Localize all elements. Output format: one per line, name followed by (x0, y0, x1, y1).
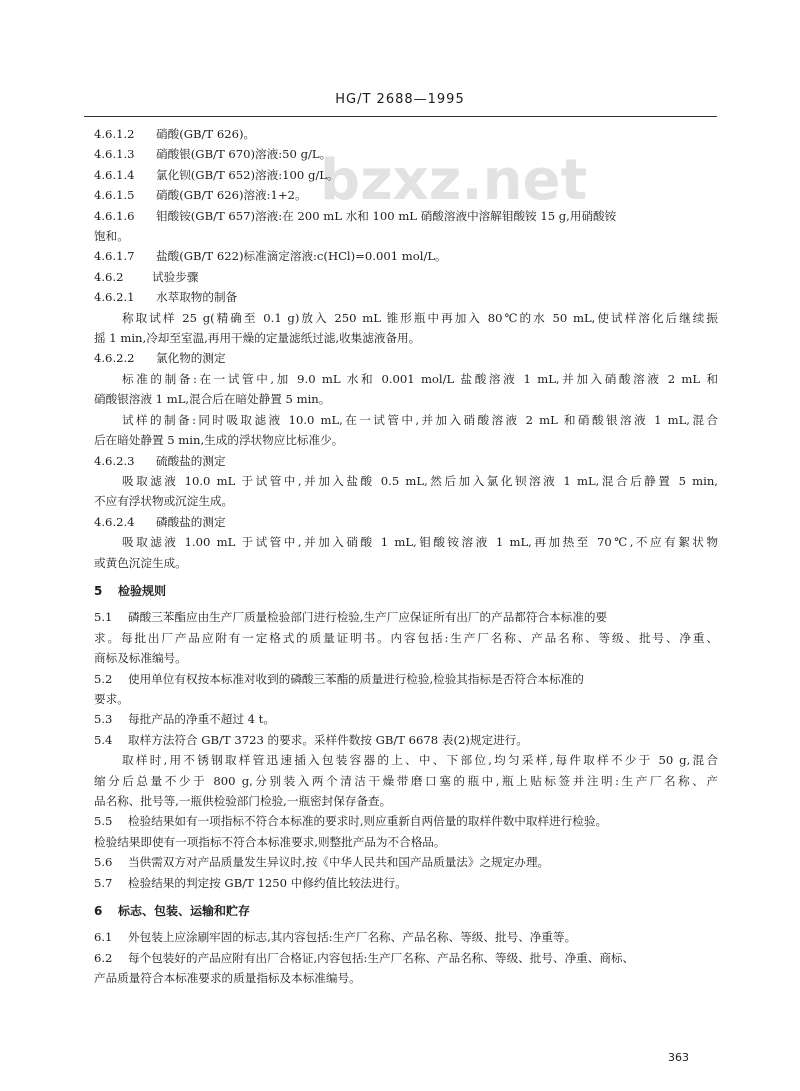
clause-line (94, 927, 718, 947)
text: 使用单位有权按本标准对收到的磷酸三苯酯的质量进行检验,检验其指标是否符合本标准的 (128, 671, 584, 686)
clause-line (94, 873, 718, 893)
clause (94, 927, 718, 947)
paragraph-line (94, 430, 718, 450)
reagent-item (94, 246, 718, 266)
paragraph-line (94, 491, 718, 511)
text: 产品质量符合本标准要求的质量指标及本标准编号。 (94, 971, 361, 986)
reagent-line (94, 206, 718, 226)
clause-line (94, 811, 718, 831)
text: 后在暗处静置 5 min,生成的浮状物应比标准少。 (94, 433, 344, 448)
subsection-number: 4.6.2.2 (94, 351, 135, 366)
page-number: 363 (668, 1051, 689, 1064)
text: 磷酸三苯酯应由生产厂质量检验部门进行检验,生产厂应保证所有出厂的产品都符合本标准的要 (128, 610, 608, 625)
clause (94, 669, 718, 710)
clause-line (94, 730, 718, 750)
text: 每个包装好的产品应附有出厂合格证,内容包括:生产厂名称、产品名称、等级、批号、净重、商标、 (128, 950, 635, 965)
text: 商标及标准编号。 (94, 651, 187, 666)
text: 钼酸铵(GB/T 657)溶液:在 200 mL 水和 100 mL 硝酸溶液中溶解钼酸铵 15 g,用硝酸铵 (156, 208, 617, 223)
clause-number: 5.1 (94, 610, 113, 625)
section-title: 试验步骤 (152, 269, 199, 284)
reagent-item (94, 124, 718, 144)
subsection-title: 水萃取物的制备 (156, 290, 238, 305)
reagent-item (94, 206, 718, 247)
clause-number: 4.6.1.5 (94, 188, 135, 203)
text: 不应有浮状物或沉淀生成。 (94, 494, 234, 509)
text: 摇 1 min,冷却至室温,再用干燥的定量滤纸过滤,收集滤液备用。 (94, 331, 421, 346)
paragraph (94, 308, 718, 349)
subsection-heading (94, 451, 718, 471)
clause-number: 4.6.1.6 (94, 208, 135, 223)
chapter-number: 5 (94, 583, 103, 598)
clause (94, 607, 718, 668)
subsection-title: 氯化物的测定 (156, 351, 226, 366)
subsection-number: 4.6.2.4 (94, 514, 135, 529)
clause-line (94, 852, 718, 872)
section-heading (94, 267, 718, 287)
text: 硝酸银溶液 1 mL,混合后在暗处静置 5 min。 (94, 392, 331, 407)
paragraph-line (94, 328, 718, 348)
text: 盐酸(GB/T 622)标准滴定溶液:c(HCl)=0.001 mol/L。 (156, 249, 447, 264)
paragraph-line (94, 389, 718, 409)
text: 取样方法符合 GB/T 3723 的要求。采样件数按 GB/T 6678 表(2)规定进行。 (128, 732, 528, 747)
chapter-heading (94, 901, 718, 921)
subsection-number: 4.6.2.1 (94, 290, 135, 305)
clause (94, 948, 718, 989)
text: 当供需双方对产品质量发生异议时,按《中华人民共和国产品质量法》之规定办理。 (128, 855, 550, 870)
clause-line (94, 648, 718, 668)
clause-line (94, 669, 718, 689)
clause (94, 873, 718, 893)
paragraph-line (94, 471, 718, 491)
paragraph-line (94, 553, 718, 573)
reagent-line (94, 185, 718, 205)
text: 硝酸(GB/T 626)溶液:1+2。 (156, 188, 307, 203)
reagent-line (94, 144, 718, 164)
clause-line (94, 832, 718, 852)
clause-number: 4.6.1.2 (94, 127, 135, 141)
paragraph (94, 369, 718, 410)
reagent-item (94, 165, 718, 185)
watermark: bzxz.net (320, 148, 588, 213)
document-body (94, 124, 718, 989)
paragraph (94, 532, 718, 573)
clause-line (94, 750, 718, 770)
text: 缩分后总量不少于 800 g,分别装入两个清洁干燥带磨口塞的瓶中,瓶上贴标签并注明:生产厂名称、产 (94, 773, 718, 788)
clause-line (94, 791, 718, 811)
chapter-title: 标志、包装、运输和贮存 (118, 904, 251, 919)
reagent-item (94, 185, 718, 205)
clause-line (94, 709, 718, 729)
text: 检验结果的判定按 GB/T 1250 中修约值比较法进行。 (128, 875, 407, 890)
chapter-number: 6 (94, 904, 103, 919)
chapter-title: 检验规则 (118, 583, 167, 598)
clause-number: 5.4 (94, 732, 113, 747)
clause-number: 6.1 (94, 930, 113, 945)
text: 饱和。 (94, 229, 129, 244)
text: 取样时,用不锈钢取样管迅速插入包装容器的上、中、下部位,均匀采样,每件取样不少于 50 g,混合 (122, 753, 718, 768)
subsection-heading (94, 287, 718, 307)
clause-line (94, 689, 718, 709)
reagent-line (94, 246, 718, 266)
standard-code: HG/T 2688—1995 (335, 92, 465, 107)
clause-number: 4.6.1.3 (94, 147, 135, 162)
clause-number: 4.6.1.4 (94, 167, 135, 182)
clause-line (94, 607, 718, 627)
text: 外包装上应涂刷牢固的标志,其内容包括:生产厂名称、产品名称、等级、批号、净重等。 (128, 930, 577, 945)
text: 试样的制备:同时吸取滤液 10.0 mL,在一试管中,并加入硝酸溶液 2 mL 和硝酸银溶液 1 mL,混合 (122, 412, 718, 427)
text: 检验结果如有一项指标不符合本标准的要求时,则应重新自两倍量的取样件数中取样进行检验。 (128, 814, 608, 829)
text: 氯化钡(GB/T 652)溶液:100 g/L。 (156, 167, 339, 182)
text: 吸取滤液 10.0 mL 于试管中,并加入盐酸 0.5 mL,然后加入氯化钡溶液 1 mL,混合后静置 5 min, (122, 473, 718, 488)
text: 吸取滤液 1.00 mL 于试管中,并加入硝酸 1 mL,钼酸铵溶液 1 mL,再加热至 70℃,不应有絮状物 (122, 535, 718, 550)
subsection-heading (94, 512, 718, 532)
clause-number: 5.3 (94, 712, 113, 727)
text: 品名称、批号等,一瓶供检验部门检验,一瓶密封保存备查。 (94, 794, 392, 808)
paragraph-line (94, 369, 718, 389)
header-rule (84, 116, 717, 117)
text: 每批产品的净重不超过 4 t。 (128, 712, 275, 727)
paragraph-line (94, 410, 718, 430)
clause (94, 811, 718, 852)
paragraph-line (94, 308, 718, 328)
clause-number: 5.2 (94, 671, 113, 686)
text: 硝酸(GB/T 626)。 (156, 127, 256, 141)
text: 检验结果即使有一项指标不符合本标准要求,则整批产品为不合格品。 (94, 834, 446, 849)
clause-number: 5.6 (94, 855, 113, 870)
paragraph (94, 410, 718, 451)
clause (94, 730, 718, 812)
page-header (0, 92, 800, 107)
clause (94, 852, 718, 872)
clause-line (94, 968, 718, 988)
clause-number: 4.6.1.7 (94, 249, 135, 264)
text: 要求。 (94, 691, 129, 706)
section-number: 4.6.2 (94, 269, 124, 284)
clause-line (94, 948, 718, 968)
clause-number: 6.2 (94, 950, 113, 965)
subsection-title: 磷酸盐的测定 (156, 514, 226, 529)
clause-line (94, 771, 718, 791)
text: 或黄色沉淀生成。 (94, 555, 187, 570)
text: 硝酸银(GB/T 670)溶液:50 g/L。 (156, 147, 332, 162)
reagent-item (94, 144, 718, 164)
clause-line (94, 628, 718, 648)
subsection-title: 硫酸盐的测定 (156, 453, 226, 468)
reagent-line (94, 226, 718, 246)
paragraph (94, 471, 718, 512)
chapter-heading (94, 581, 718, 601)
paragraph-line (94, 532, 718, 552)
text: 求。每批出厂产品应附有一定格式的质量证明书。内容包括:生产厂名称、产品名称、等级、批号、净重、 (94, 630, 718, 645)
text: 称取试样 25 g(精确至 0.1 g)放入 250 mL 锥形瓶中再加入 80℃的水 50 mL,使试样溶化后继续振 (122, 310, 718, 325)
subsection-heading (94, 348, 718, 368)
clause-number: 5.5 (94, 814, 113, 829)
subsection-number: 4.6.2.3 (94, 453, 135, 468)
reagent-line (94, 165, 718, 185)
reagent-line (94, 124, 718, 144)
clause (94, 709, 718, 729)
clause-number: 5.7 (94, 875, 113, 890)
text: 标准的制备:在一试管中,加 9.0 mL 水和 0.001 mol/L 盐酸溶液 1 mL,并加入硝酸溶液 2 mL 和 (122, 371, 718, 386)
